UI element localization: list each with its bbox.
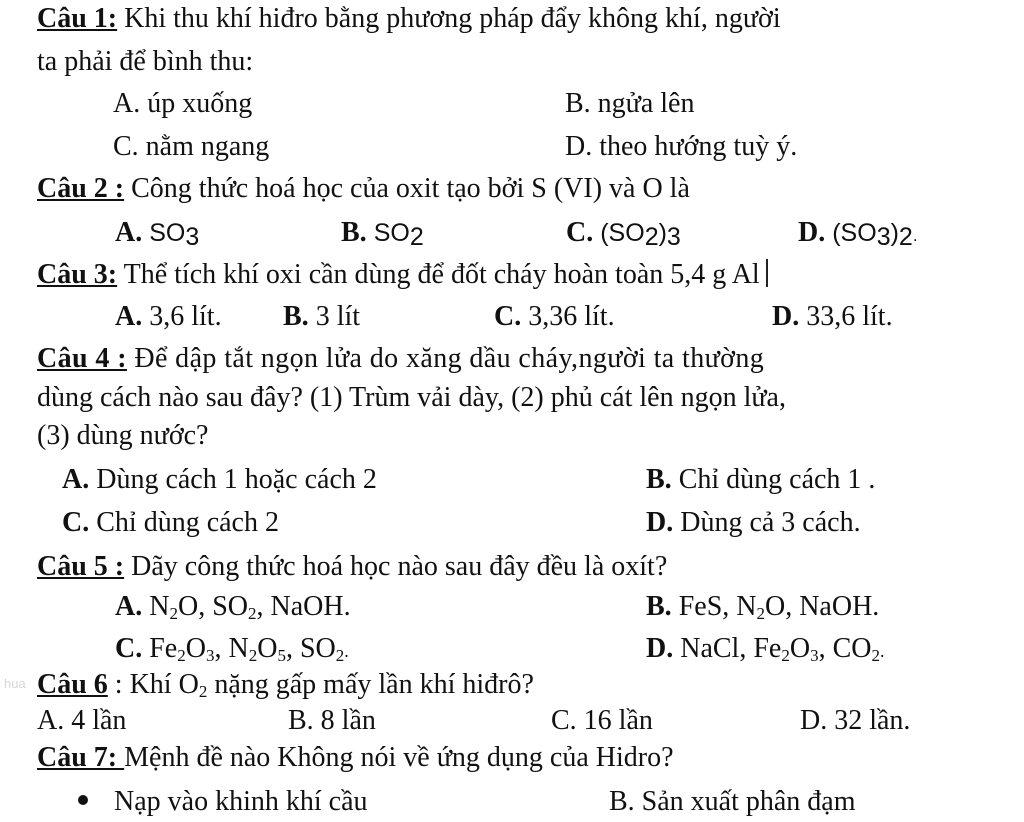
question-7-text: Mệnh đề nào Không nói về ứng dụng của Hidro?: [124, 742, 674, 773]
question-3-option-a: A. 3,6 lít.: [115, 301, 222, 332]
question-4-number: Câu 4 :: [37, 343, 127, 374]
text-cursor: [766, 259, 768, 287]
question-3-number: Câu 3:: [37, 259, 118, 290]
question-4-text: Để dập tắt ngọn lửa do xăng dầu cháy,người ta thường: [126, 343, 765, 374]
question-2-number: Câu 2 :: [37, 173, 125, 204]
question-7-line: [37, 741, 674, 775]
question-4-option-a: A. Dùng cách 1 hoặc cách 2: [62, 464, 377, 495]
question-2-option-d: D. $(SO_3)_2$.: [798, 217, 918, 251]
question-5-option-a: A. $N_2O$, $SO_2$, NaOH.: [115, 591, 351, 623]
question-5-line: [37, 550, 667, 584]
question-3-option-d: D. 33,6 lít.: [772, 301, 893, 332]
question-3-text: Thể tích khí oxi cần dùng để đốt cháy hoàn toàn 5,4 g Al: [117, 259, 760, 290]
question-6-option-d: D. 32 lần.: [800, 705, 911, 736]
question-6-option-b: B. 8 lần: [288, 705, 376, 736]
question-4-line-3: (3) dùng nước?: [37, 420, 209, 451]
question-1-option-b: B. ngửa lên: [565, 88, 695, 119]
question-5-text: Dãy công thức hoá học nào sau đây đều là oxít?: [124, 551, 668, 582]
question-5-option-b: B. FeS, $N_2O$, NaOH.: [646, 591, 880, 623]
question-6-option-c: C. 16 lần: [551, 705, 653, 736]
question-5-option-d: D. NaCl, $Fe_2O_3$, $CO_2$.: [646, 633, 885, 665]
question-2-option-c: C. $(SO_2)_3$: [566, 217, 681, 251]
question-4-option-d: D. Dùng cả 3 cách.: [646, 507, 861, 538]
question-1-option-d: D. theo hướng tuỳ ý.: [565, 131, 798, 162]
question-3-option-c: C. 3,36 lít.: [494, 301, 615, 332]
bullet-icon: [78, 795, 88, 805]
question-2-option-b: B. $SO_2$: [341, 217, 424, 251]
question-5-option-c: C. $Fe_2O_3$, $N_2O_5$, $SO_2$.: [115, 633, 349, 665]
question-4-line-1: [37, 342, 764, 376]
question-1-number: Câu 1:: [37, 3, 118, 34]
watermark-text: hua: [4, 676, 26, 691]
question-1-option-a: A. úp xuống: [113, 88, 253, 119]
question-1-option-c: C. nằm ngang: [113, 131, 270, 162]
question-4-option-b: B. Chỉ dùng cách 1 .: [646, 464, 876, 495]
question-5-number: Câu 5 :: [37, 551, 125, 582]
question-2-line: [37, 172, 690, 206]
question-1-text: Khi thu khí hiđro bằng phương pháp đẩy không khí, người: [117, 3, 781, 34]
question-2-option-a: A. $SO_3$: [115, 217, 200, 251]
question-7-number: Câu 7:: [37, 742, 125, 773]
question-6-option-a: A. 4 lần: [37, 705, 127, 736]
question-2-text: Công thức hoá học của oxit tạo bởi S (VI) và O là: [124, 173, 690, 204]
question-4-line-2: dùng cách nào sau đây? (1) Trùm vải dày, (2) phủ cát lên ngọn lửa,: [37, 382, 786, 413]
question-7-option-b: B. Sản xuất phân đạm: [609, 786, 856, 817]
question-6-number: Câu 6: [37, 669, 108, 700]
question-3-option-b: B. 3 lít: [283, 301, 361, 332]
question-1-line-1: [37, 2, 781, 36]
question-7-option-a: Nạp vào khinh khí cầu: [78, 785, 368, 819]
question-6-line: Câu 6 : Khí $O_2$ nặng gấp mấy lần khí hiđrô?: [37, 669, 534, 701]
question-1-line-2: ta phải để bình thu:: [37, 46, 254, 77]
question-4-option-c: C. Chỉ dùng cách 2: [62, 507, 279, 538]
question-3-line: [37, 258, 768, 292]
